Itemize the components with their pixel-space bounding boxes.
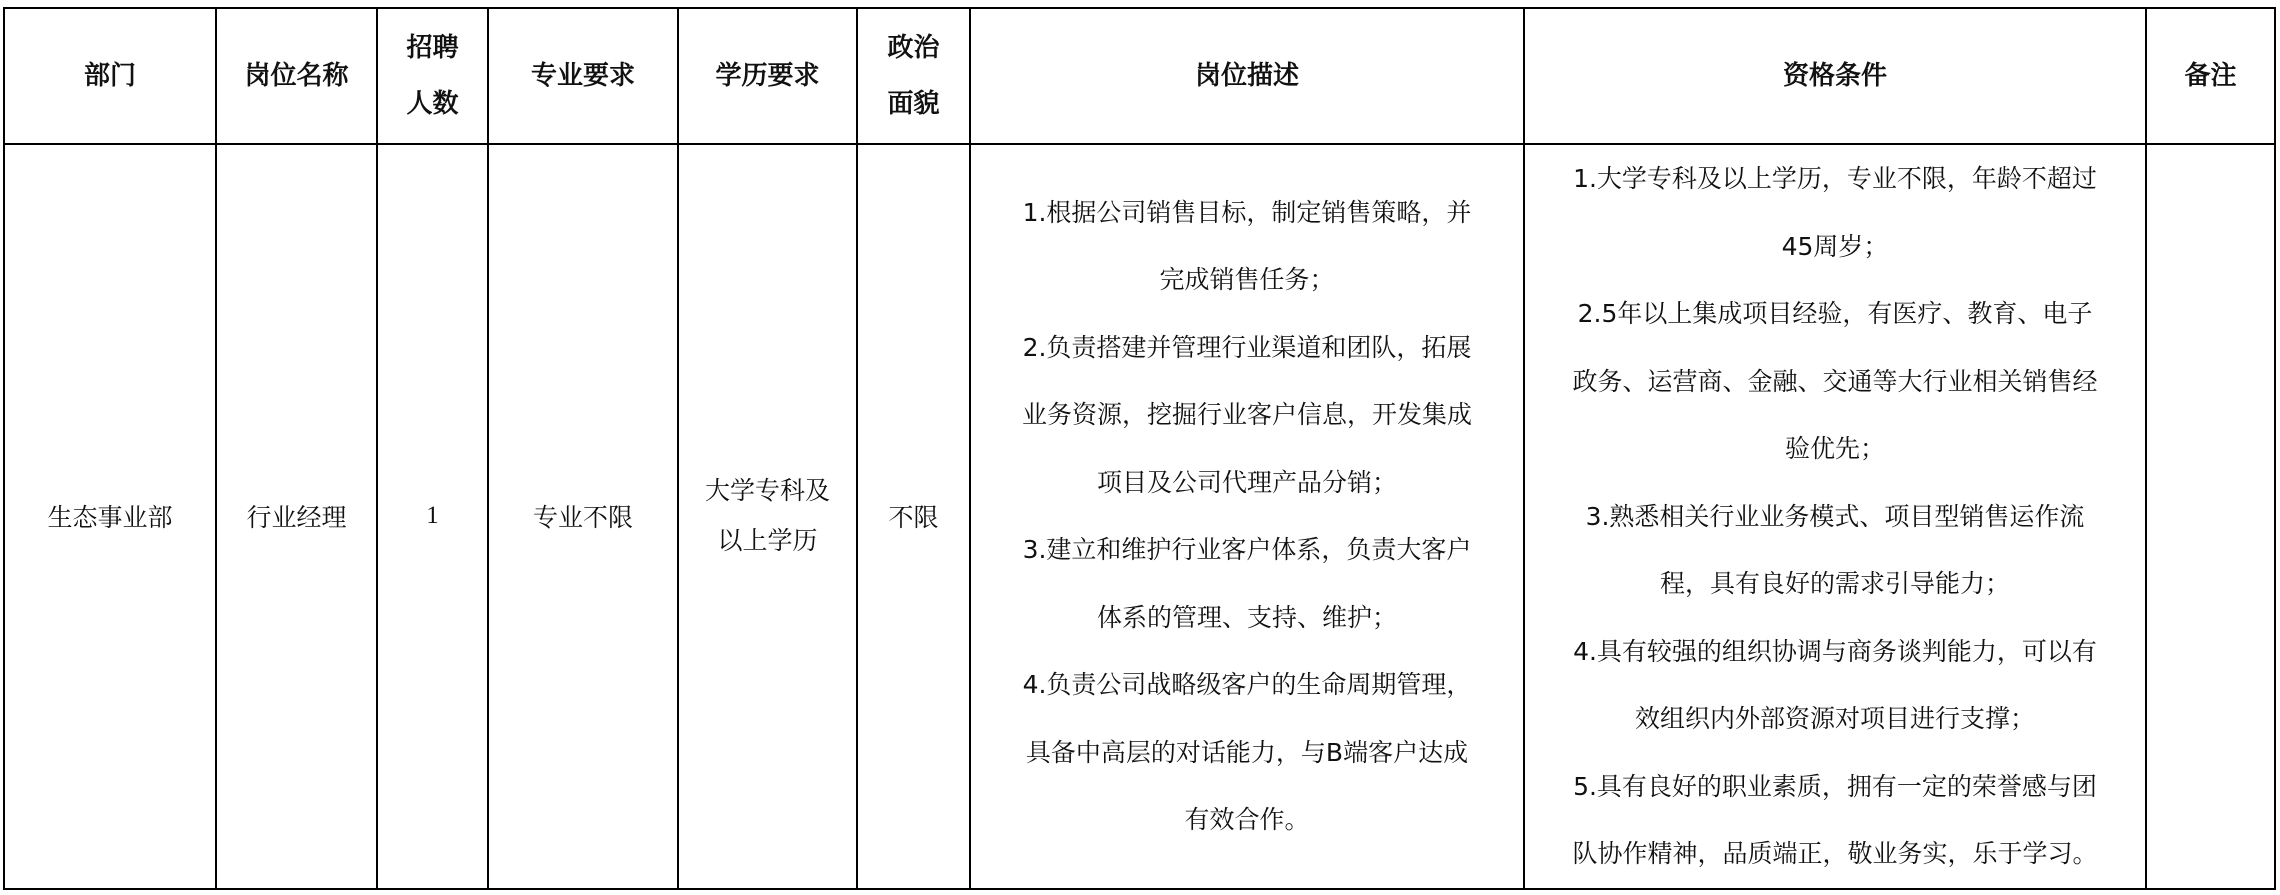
header-political	[857, 8, 970, 144]
cell-education	[678, 144, 857, 889]
qualification-line: 3.熟悉相关行业业务模式、项目型销售运作流	[1585, 501, 2085, 531]
description-line: 2.负责搭建并管理行业渠道和团队，拓展	[1022, 332, 1472, 362]
description-line: 1.根据公司销售目标，制定销售策略，并	[1022, 197, 1472, 227]
description-line: 有效合作。	[1184, 805, 1310, 835]
header-qualifications: 资格条件	[1524, 8, 2146, 144]
header-headcount-line2: 人数	[406, 89, 459, 119]
qualification-line: 程，具有良好的需求引导能力；	[1659, 569, 2010, 598]
description-line: 4.负责公司战略级客户的生命周期管理，	[1022, 670, 1472, 700]
qualification-line: 4.具有较强的组织协调与商务谈判能力，可以有	[1573, 636, 2097, 666]
header-headcount-line1: 招聘	[406, 33, 459, 63]
qualification-line: 队协作精神，品质端正，敬业务实，乐于学习。	[1572, 839, 2098, 868]
cell-education-line2: 以上学历	[717, 526, 818, 556]
header-education: 学历要求	[678, 8, 857, 144]
description-line: 完成销售任务；	[1159, 265, 1335, 295]
qualification-line: 1.大学专科及以上学历，专业不限，年龄不超过	[1573, 164, 2097, 193]
header-description: 岗位描述	[970, 8, 1524, 144]
description-line: 体系的管理、支持、维护；	[1096, 602, 1397, 632]
header-political-line2: 面貌	[887, 89, 940, 119]
header-position: 岗位名称	[216, 8, 377, 144]
cell-remarks	[2146, 144, 2275, 889]
cell-qualifications	[1524, 144, 2146, 889]
qualification-line: 验优先；	[1784, 434, 1885, 463]
job-posting-table	[3, 7, 2276, 890]
qualification-line: 45周岁；	[1781, 231, 1889, 261]
cell-department: 生态事业部	[4, 144, 216, 889]
header-department: 部门	[4, 8, 216, 144]
description-line: 项目及公司代理产品分销；	[1096, 467, 1397, 497]
header-headcount	[377, 8, 488, 144]
description-line: 业务资源，挖掘行业客户信息，开发集成	[1021, 400, 1472, 430]
table-row	[4, 144, 2275, 889]
header-major: 专业要求	[488, 8, 678, 144]
cell-political: 不限	[857, 144, 970, 889]
header-political-line1: 政治	[887, 33, 940, 63]
qualification-line: 效组织内外部资源对项目进行支撑；	[1634, 704, 2035, 733]
cell-major: 专业不限	[488, 144, 678, 889]
cell-headcount: 1	[377, 144, 488, 889]
description-line: 3.建立和维护行业客户体系，负责大客户	[1022, 535, 1472, 565]
description-line: 具备中高层的对话能力，与B端客户达成	[1025, 737, 1469, 767]
qualification-line: 5.具有良好的职业素质，拥有一定的荣誉感与团	[1573, 771, 2097, 801]
cell-education-line1: 大学专科及	[704, 476, 830, 506]
header-row	[4, 8, 2275, 144]
cell-position: 行业经理	[216, 144, 377, 889]
cell-description	[970, 144, 1524, 889]
qualification-line: 2.5年以上集成项目经验，有医疗、教育、电子	[1577, 299, 2093, 328]
qualification-line: 政务、运营商、金融、交通等大行业相关销售经	[1572, 366, 2098, 396]
header-remarks: 备注	[2146, 8, 2275, 144]
